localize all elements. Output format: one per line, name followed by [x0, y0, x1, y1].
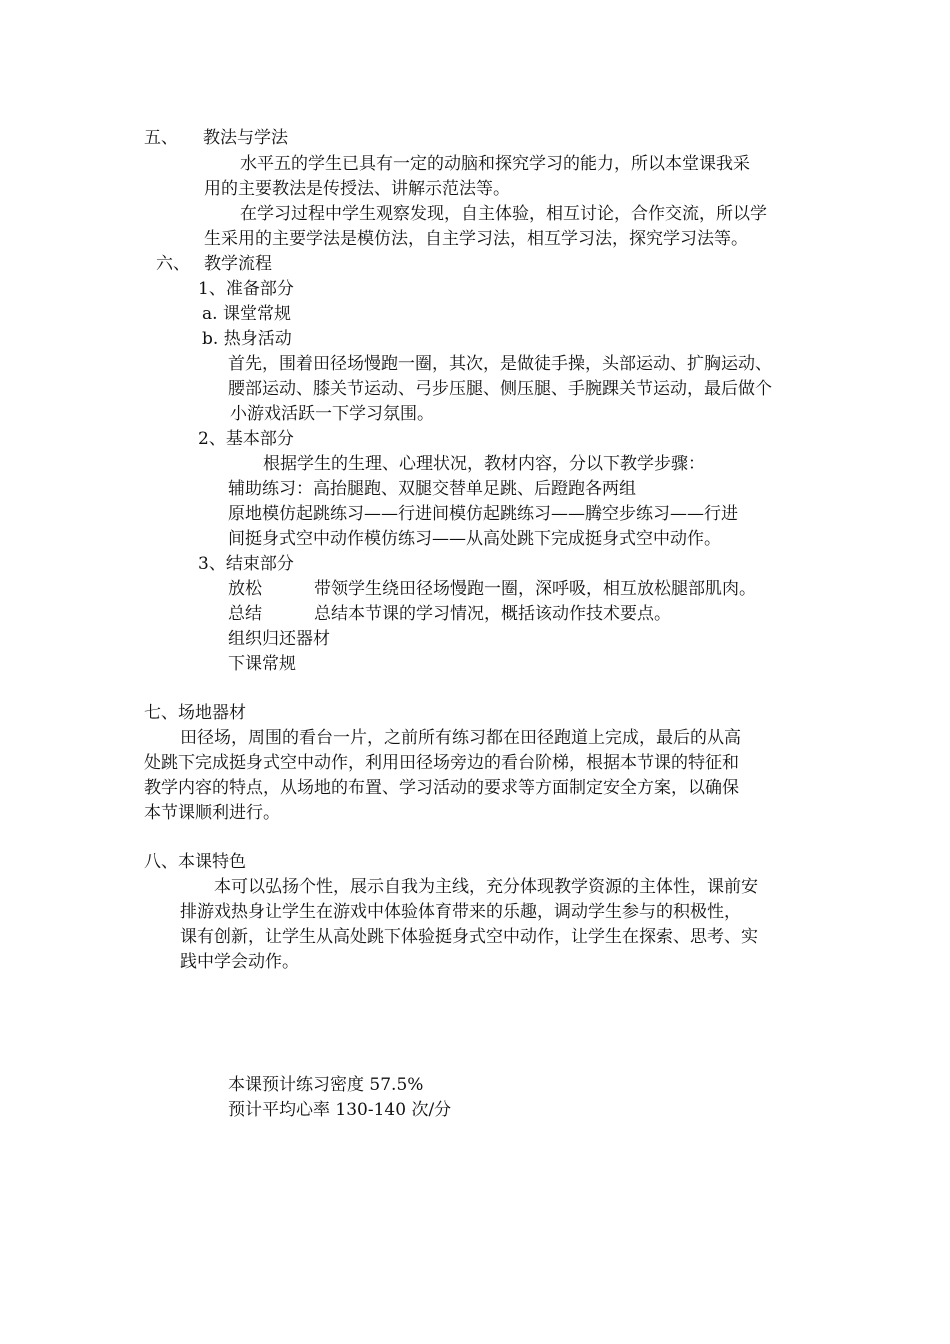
item-b: b. 热身活动 [202, 329, 292, 349]
section-7-title: 七、场地器材 [144, 703, 246, 723]
part-3-heading: 3、结束部分 [198, 554, 294, 574]
summary-label: 总结 [228, 604, 262, 624]
average-heart-rate: 预计平均心率 130-140 次/分 [228, 1100, 452, 1120]
section-5-para1-line1: 水平五的学生已具有一定的动脑和探究学习的能力，所以本堂课我采 [240, 154, 750, 174]
practice-density: 本课预计练习密度 57.5% [228, 1075, 424, 1095]
section-8-line4: 践中学会动作。 [180, 952, 299, 972]
steps-intro: 根据学生的生理、心理状况，教材内容，分以下教学步骤： [263, 454, 705, 474]
section-8-title: 八、本课特色 [144, 852, 246, 872]
return-equipment: 组织归还器材 [228, 629, 330, 649]
class-dismissal: 下课常规 [228, 654, 296, 674]
warmup-line1: 首先，围着田径场慢跑一圈，其次，是做徒手操，头部运动、扩胸运动、 [228, 354, 772, 374]
auxiliary-practice: 辅助练习：高抬腿跑、双腿交替单足跳、后蹬跑各两组 [228, 479, 636, 499]
section-5-para2-line2: 生采用的主要学法是模仿法，自主学习法，相互学习法，探究学习法等。 [204, 229, 748, 249]
section-5-para1-line2: 用的主要教法是传授法、讲解示范法等。 [204, 179, 510, 199]
section-5-title: 教法与学法 [203, 128, 288, 148]
drill-line2: 间挺身式空中动作模仿练习——从高处跳下完成挺身式空中动作。 [228, 529, 721, 549]
drill-line1: 原地模仿起跳练习——行进间模仿起跳练习——腾空步练习——行进 [228, 504, 738, 524]
section-7-line1: 田径场，周围的看台一片，之前所有练习都在田径跑道上完成，最后的从高 [180, 728, 741, 748]
section-7-line2: 处跳下完成挺身式空中动作，利用田径场旁边的看台阶梯，根据本节课的特征和 [144, 753, 739, 773]
section-6-title: 教学流程 [204, 254, 272, 274]
section-8-line2: 排游戏热身让学生在游戏中体验体育带来的乐趣，调动学生参与的积极性， [180, 902, 741, 922]
section-8-line1: 本可以弘扬个性，展示自我为主线，充分体现教学资源的主体性，课前安 [214, 877, 758, 897]
warmup-line3: 小游戏活跃一下学习氛围。 [230, 404, 434, 424]
relax-label: 放松 [228, 579, 262, 599]
item-a: a. 课堂常规 [202, 304, 291, 324]
part-1-heading: 1、准备部分 [198, 279, 294, 299]
section-6-number: 六、 [156, 254, 190, 274]
relax-text: 带领学生绕田径场慢跑一圈，深呼吸，相互放松腿部肌肉。 [314, 579, 756, 599]
section-5-number: 五、 [144, 128, 178, 148]
section-7-line3: 教学内容的特点，从场地的布置、学习活动的要求等方面制定安全方案，以确保 [144, 778, 739, 798]
section-5-para2-line1: 在学习过程中学生观察发现，自主体验，相互讨论，合作交流，所以学 [240, 204, 767, 224]
section-7-line4: 本节课顺利进行。 [144, 803, 280, 823]
summary-text: 总结本节课的学习情况，概括该动作技术要点。 [314, 604, 671, 624]
section-8-line3: 课有创新，让学生从高处跳下体验挺身式空中动作，让学生在探索、思考、实 [180, 927, 758, 947]
warmup-line2: 腰部运动、膝关节运动、弓步压腿、侧压腿、手腕踝关节运动，最后做个 [228, 379, 772, 399]
part-2-heading: 2、基本部分 [198, 429, 294, 449]
